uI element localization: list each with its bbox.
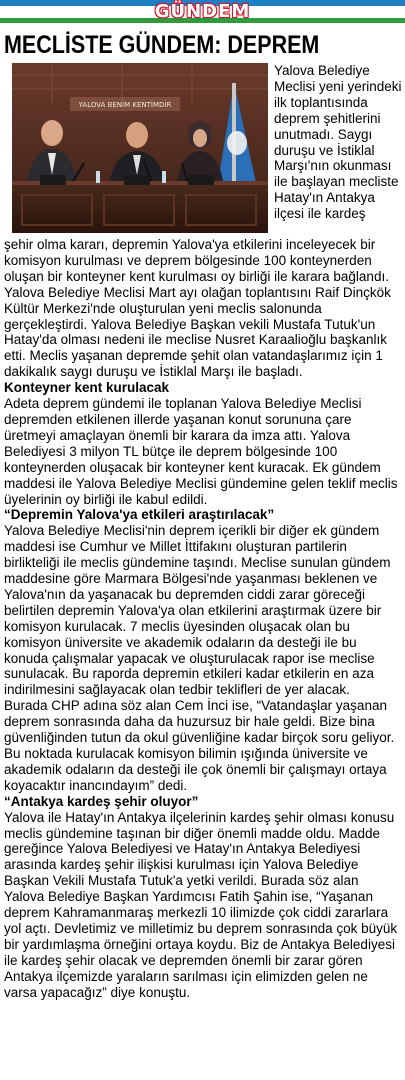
banner-text: YALOVA BENİM KENTİMDİR xyxy=(78,101,172,109)
section-title: GÜNDEM xyxy=(154,1,251,22)
headline: MECLİSTE GÜNDEM: DEPREM xyxy=(4,31,320,59)
paragraph: Yalova Belediye Meclisi'nin deprem içerikli bir diğer ek gündem maddesi ise Cumhur ve Millet İttifakını oluşturan partilerin birlikteliği ile meclis gündemine taşındı. Meclise sunulan gündem maddesine göre Marmara Bölgesi'nde yaşanması beklenen ve Yalova'nın da yaşanacak bu depremden ciddi zarar göreceği belirtilen depremin Yalova'ya olan etkilerini araştırmak üzere bir komisyon kurulacak. 7 meclis üyesinden oluşacak olan bu komisyon üniversite ve akademik odaların da desteği ile bu konuda çalışmalar yapacak ve oluşturulacak rapor ise meclise sunulacak. Bu raporda depremin etkileri kadar etkilerin en aza indirilmesini sağlayacak olan tedbir teklifleri de yer alacak. xyxy=(4,523,391,698)
paragraph: Yalova ile Hatay'ın Antakya ilçelerinin kardeş şehir olması konusu meclis gündemine taşınan bir diğer önemli madde oldu. Madde gereğince Yalova Belediyesi ve Hatay'ın Antakya Belediyesi arasında kardeş şehir ilişkisi kurulması için Yalova Belediye Başkan Vekili Mustafa Tutuk'a yetki verildi. Burada söz alan Yalova Belediye Başkan Yardımcısı Fatih Şahin ise, “Yaşanan deprem Kahramanmaraş merkezli 10 ilimizde çok ciddi zararlara yol açtı. Devletimiz ve milletimiz bu deprem sonrasında çok büyük bir yardımlaşma örneğini ortaya koydu. Biz de Antakya Belediyesi ile kardeş şehir olacak ve depremden önemli bir zarar gören Antakya ilçemizde yaraların sarılması için elimizden gelen ne varsa yapacağız” diye konuştu. xyxy=(4,809,398,1000)
paragraph: Yalova Belediye Meclisi Mart ayı olağan toplantısını Raif Dinçkök Kültür Merkezi'nde oluşturulan yeni meclis salonunda gerçekleştirdi. Yalova Belediye Başkan vekili Mustafa Tutuk'un Hatay'da olması nedeni ile meclise Nusret Karaalioğlu başkanlık etti. Meclis yaşanan depremde şehit olan vatandaşlarımız için 1 dakikalık saygı duruşu ve İstiklal Marşı ile başladı. xyxy=(4,284,391,380)
subheading: “Antakya kardeş şehir oluyor” xyxy=(4,793,199,809)
meeting-photo xyxy=(12,63,268,233)
intro-column: Yalova Belediye Meclisi yeni yerindeki ilk toplantısında deprem şehitlerini unutmadı. Saygı duruşu ve İstiklal Marşı'nın okunması ile başlayan mecliste Hatay'ın Antakya ilçesi ile kardeş xyxy=(274,63,402,222)
section-header xyxy=(0,0,405,26)
subheading: “Depremin Yalova'ya etkileri araştırılacak” xyxy=(4,507,275,523)
subheading: Konteyner kent kurulacak xyxy=(4,380,170,396)
article-body xyxy=(4,237,402,1001)
paragraph: Adeta deprem gündemi ile toplanan Yalova Belediye Meclisi depremden etkilenen illerde yaşanan konut sorununa çare üretmeyi amaçlayan önemli bir karara da imza attı. Yalova Belediyesi 3 milyon TL bütçe ile deprem bölgesinde 100 konteynerden oluşacak bir konteyner kent kuracak. Ek gündem maddesi ile Yalova Belediye Meclisi gündemine gelen teklif meclis üyelerinin oy birliği ile kabul edildi. xyxy=(4,396,398,507)
paragraph: Burada CHP adına söz alan Cem İnci ise, “Vatandaşlar yaşanan deprem sonrasında daha da huzursuz bir hale geldi. Bize bina güvenliğinden tutun da okul güvenliğine kadar birçok soru geliyor. Bu noktada kurulacak komisyon bilimin ışığında üniversite ve akademik odaların da desteği ile çok önemli bir çalışmayı ortaya koyacaktır inancındayım” dedi. xyxy=(4,698,395,793)
intro-continued: şehir olma kararı, depremin Yalova'ya etkilerini inceleyecek bir komisyon kurulması ve deprem bölgesinde 100 konteynerden oluşan bir konteyner kent kurulması oy birliği ile karara bağlandı. xyxy=(4,237,389,284)
